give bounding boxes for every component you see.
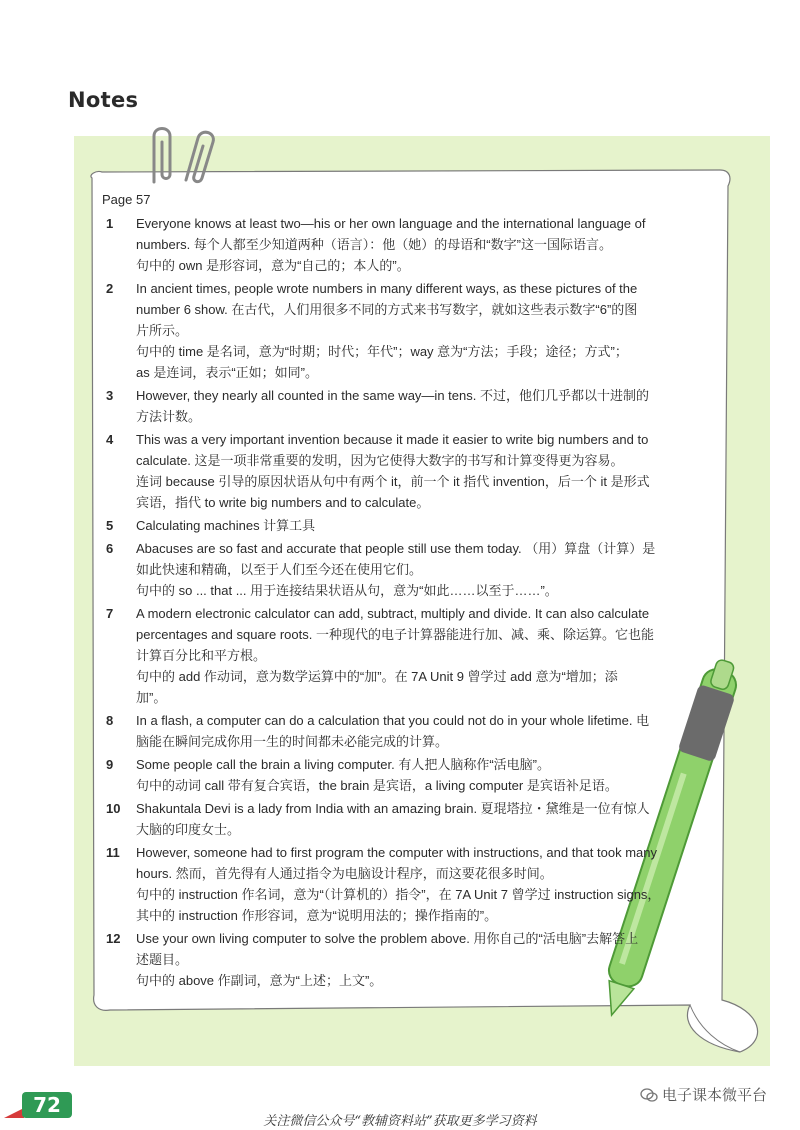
note-line: 计算百分比和平方根。 <box>136 648 267 663</box>
note-item <box>102 710 702 752</box>
note-line: Abacuses are so fast and accurate that people still use them today. （用）算盘（计算）是 <box>136 541 656 556</box>
note-line: 句中的动词 call 带有复合宾语，the brain 是宾语，a living computer 是宾语补足语。 <box>136 778 618 793</box>
footer-note: 关注微信公众号“教辅资料站”获取更多学习资料 <box>263 1114 537 1129</box>
note-number: 9 <box>106 757 114 772</box>
note-line: 句中的 above 作副词，意为“上述；上文”。 <box>136 973 383 988</box>
note-line: This was a very important invention because it made it easier to write big numbers and to <box>136 432 649 447</box>
note-number: 12 <box>106 931 121 946</box>
note-line: 如此快速和精确，以至于人们至今还在使用它们。 <box>136 562 423 577</box>
note-number: 8 <box>106 713 114 728</box>
note-line: 句中的 own 是形容词，意为“自己的；本人的”。 <box>136 258 410 273</box>
note-number: 10 <box>106 801 121 816</box>
note-line: hours. 然而，首先得有人通过指令为电脑设计程序，而这要花很多时间。 <box>136 866 553 881</box>
watermark <box>640 1084 767 1105</box>
note-item <box>102 278 702 383</box>
watermark-text: 电子课本微平台 <box>662 1087 768 1104</box>
chat-icon <box>640 1088 658 1102</box>
page-number: 72 <box>22 1092 72 1118</box>
note-line: 句中的 time 是名词，意为“时期；时代；年代”；way 意为“方法；手段；途径；方式”； <box>136 344 628 359</box>
note-line: Everyone knows at least two—his or her own language and the international language of <box>136 216 646 231</box>
note-number: 2 <box>106 281 114 296</box>
note-line: 大脑的印度女士。 <box>136 822 241 837</box>
note-line: as 是连词，表示“正如；如同”。 <box>136 365 319 380</box>
note-item <box>102 538 702 601</box>
note-line: 片所示。 <box>136 323 189 338</box>
note-number: 6 <box>106 541 114 556</box>
notes-content <box>102 189 702 993</box>
note-line: In a flash, a computer can do a calculation that you could not do in your whole lifetime. 电 <box>136 713 650 728</box>
note-number: 5 <box>106 518 114 533</box>
note-line: 句中的 so ... that ... 用于连接结果状语从句，意为“如此……以至于……”。 <box>136 583 558 598</box>
note-line: Use your own living computer to solve the problem above. 用你自己的“活电脑”去解答上 <box>136 931 639 946</box>
note-number: 7 <box>106 606 114 621</box>
note-line: Calculating machines 计算工具 <box>136 518 316 533</box>
note-line: 脑能在瞬间完成你用一生的时间都未必能完成的计算。 <box>136 734 449 749</box>
note-line: However, they nearly all counted in the same way—in tens. 不过，他们几乎都以十进制的 <box>136 388 649 403</box>
note-line: 其中的 instruction 作形容词，意为“说明用法的；操作指南的”。 <box>136 908 498 923</box>
note-item <box>102 213 702 276</box>
note-item <box>102 515 702 536</box>
note-line: A modern electronic calculator can add, subtract, multiply and divide. It can also calculate <box>136 606 650 621</box>
note-item <box>102 842 702 926</box>
note-line: 方法计数。 <box>136 409 202 424</box>
note-item <box>102 754 702 796</box>
note-line: number 6 show. 在古代，人们用很多不同的方式来书写数字，就如这些表示数字“6”的图 <box>136 302 638 317</box>
note-line: Some people call the brain a living computer. 有人把人脑称作“活电脑”。 <box>136 757 550 772</box>
note-line: However, someone had to first program the computer with instructions, and that took many <box>136 845 657 860</box>
note-line: 述题目。 <box>136 952 189 967</box>
note-line: numbers. 每个人都至少知道两种（语言）：他（她）的母语和“数字”这一国际语言。 <box>136 237 612 252</box>
note-line: calculate. 这是一项非常重要的发明，因为它使得大数字的书写和计算变得更为容易。 <box>136 453 624 468</box>
note-number: 4 <box>106 432 114 447</box>
note-item <box>102 385 702 427</box>
note-line: Shakuntala Devi is a lady from India with an amazing brain. 夏琨塔拉・黛维是一位有惊人 <box>136 801 650 816</box>
paper-clip-icon <box>140 122 230 192</box>
note-item <box>102 603 702 708</box>
note-line: percentages and square roots. 一种现代的电子计算器能进行加、减、乘、除运算。它也能 <box>136 627 654 642</box>
note-line: 连词 because 引导的原因状语从句中有两个 it，前一个 it 指代 invention，后一个 it 是形式 <box>136 474 650 489</box>
note-item <box>102 798 702 840</box>
note-line: 加”。 <box>136 690 167 705</box>
note-line: 宾语，指代 to write big numbers and to calculate。 <box>136 495 430 510</box>
note-number: 3 <box>106 388 114 403</box>
note-line: 句中的 add 作动词，意为数学运算中的“加”。在 7A Unit 9 曾学过 add 意为“增加；添 <box>136 669 618 684</box>
note-item <box>102 429 702 513</box>
note-number: 1 <box>106 216 114 231</box>
page-reference: Page 57 <box>102 192 151 207</box>
note-number: 11 <box>106 845 120 860</box>
note-line: In ancient times, people wrote numbers in many different ways, as these pictures of the <box>136 281 638 296</box>
note-item <box>102 928 702 991</box>
note-line: 句中的 instruction 作名词，意为“（计算机的）指令”，在 7A Unit 7 曾学过 instruction signs， <box>136 887 661 902</box>
page-title: Notes <box>68 88 139 112</box>
